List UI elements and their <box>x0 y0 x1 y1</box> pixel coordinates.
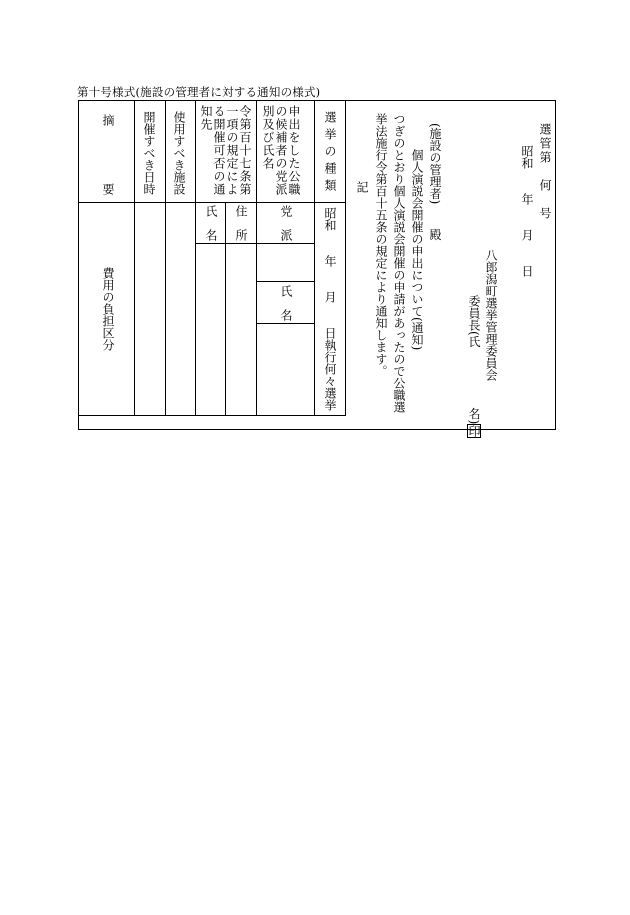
notice-name-label: 氏 名 <box>204 205 218 241</box>
body-line-2: 挙法施行令第百十五条の規定により通知します。 <box>374 113 388 377</box>
addressee: (施設の管理者) 殿 <box>428 123 442 241</box>
notice-address-label: 住 所 <box>234 205 248 241</box>
seal-mark: 印 <box>467 425 481 438</box>
cost-burden-label: 費用の負担区分 <box>101 267 115 351</box>
header-election-type: 選挙の種類 <box>323 111 337 196</box>
header-datetime: 開催すべき日時 <box>142 111 156 195</box>
header-remarks-top: 摘 <box>101 114 115 126</box>
form-title: 第十号様式(施設の管理者に対する通知の様式) <box>77 85 321 99</box>
body-line-1: つぎのとおり個人演説会開催の申請があったので公職選 <box>392 113 406 413</box>
candidate-name-label: 氏 名 <box>279 285 293 321</box>
header-remarks-bottom: 要 <box>101 183 115 195</box>
header-facility: 使用すべき施設 <box>172 111 186 195</box>
document-number: 選管第 何 号 <box>538 123 552 221</box>
form-frame <box>78 100 556 438</box>
document-date: 昭和 年 月 日 <box>520 145 534 277</box>
chairman-name: 委員長(氏 名)印 <box>467 295 481 438</box>
notice-subject: 個人演説会開催の申出について(通知) <box>410 149 424 351</box>
election-value: 昭和 年 月 日執行何々選挙 <box>323 207 337 411</box>
header-notice-recipient: 令第百十七条第一項の規定による開催可否の通知先 <box>199 105 252 196</box>
header-applicant: 申出をした公職の候補者の党派別及び氏名 <box>261 105 301 196</box>
ki-label: 記 <box>355 181 369 193</box>
committee-name: 八郎潟町選挙管理委員会 <box>484 249 498 381</box>
party-label: 党 派 <box>279 205 293 241</box>
